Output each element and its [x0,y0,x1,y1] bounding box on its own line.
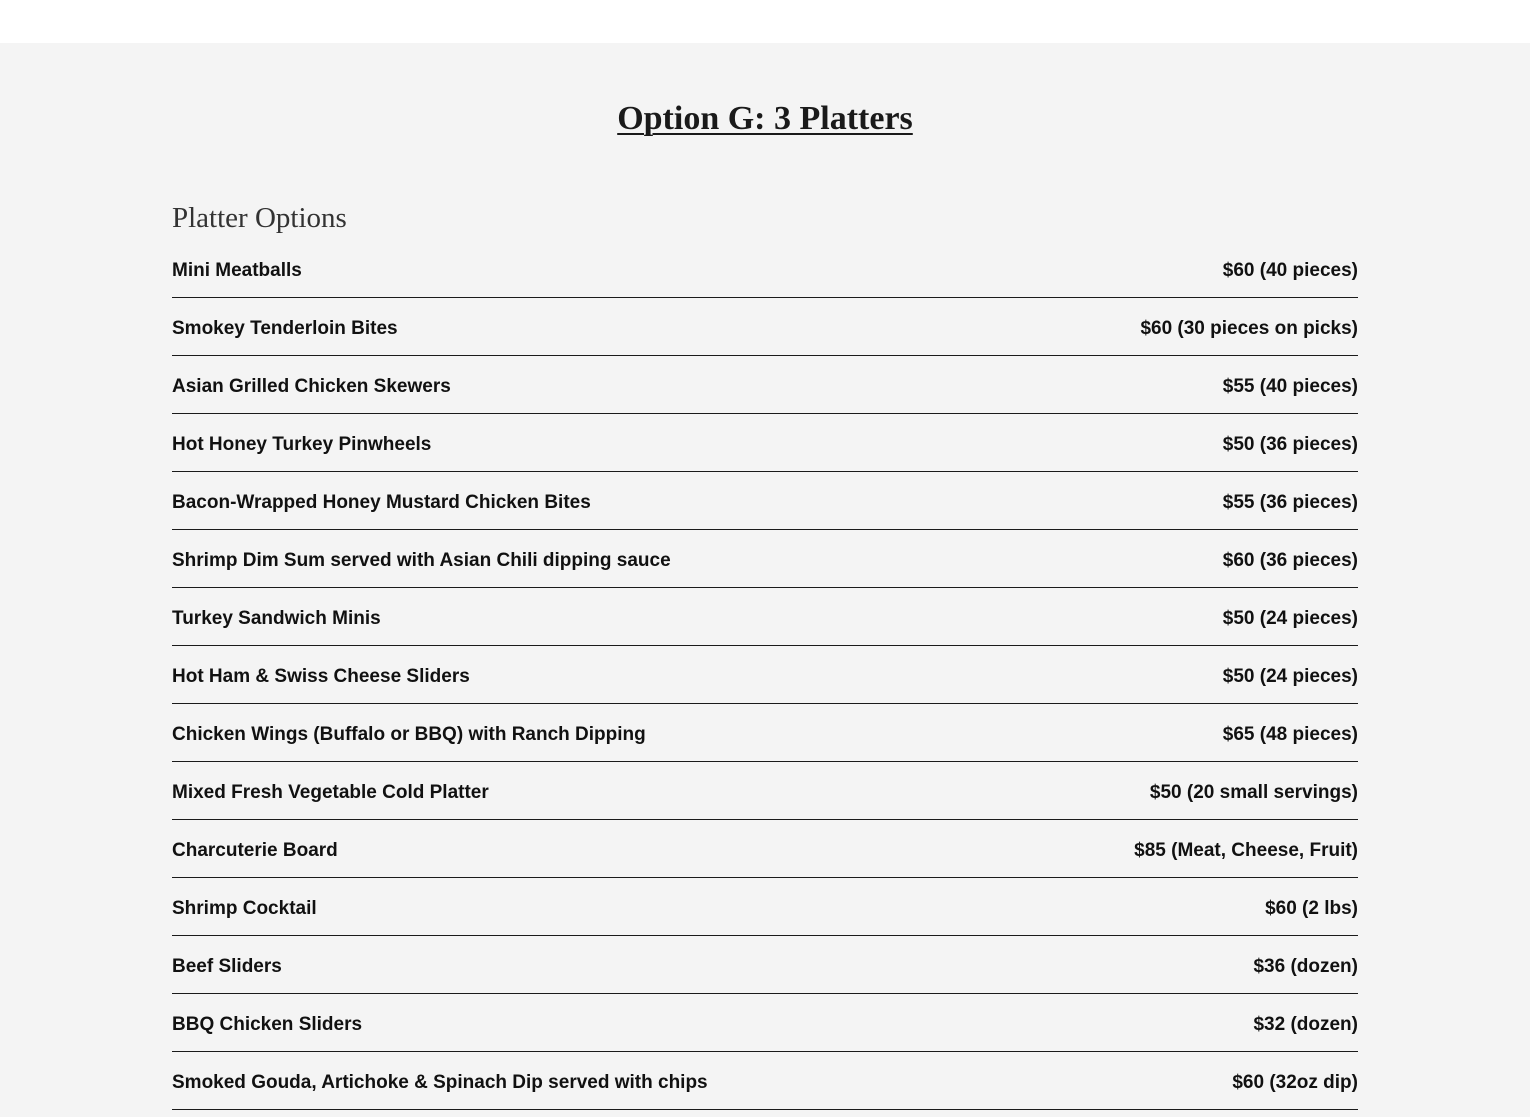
menu-item [172,878,1358,936]
menu-item-price: $60 (32oz dip) [1232,1072,1358,1093]
menu-item [172,646,1358,704]
top-header-strip [0,0,1530,43]
menu-item-name: Turkey Sandwich Minis [172,608,381,629]
menu-item-price: $60 (2 lbs) [1265,898,1358,919]
menu-item-price: $55 (40 pieces) [1222,376,1358,397]
menu-item-price: $60 (40 pieces) [1222,260,1358,281]
menu-item-price: $60 (30 pieces on picks) [1140,318,1358,339]
menu-item-price: $65 (48 pieces) [1222,724,1358,745]
menu-item-price: $85 (Meat, Cheese, Fruit) [1134,840,1358,861]
menu-item [172,994,1358,1052]
menu-item [172,704,1358,762]
menu-item-name: Mini Meatballs [172,260,302,281]
menu-item-name: Shrimp Cocktail [172,898,317,919]
menu-item-name: Bacon-Wrapped Honey Mustard Chicken Bites [172,492,591,513]
menu-item-name: Chicken Wings (Buffalo or BBQ) with Ranch Dipping [172,724,646,745]
menu-item-price: $50 (24 pieces) [1222,608,1358,629]
platter-menu-list [172,240,1358,1110]
menu-item-price: $50 (36 pieces) [1222,434,1358,455]
menu-item-name: Charcuterie Board [172,840,338,861]
menu-item [172,820,1358,878]
menu-item-name: Smokey Tenderloin Bites [172,318,398,339]
menu-item-price: $32 (dozen) [1253,1014,1358,1035]
menu-item [172,762,1358,820]
menu-item [172,936,1358,994]
menu-item [172,414,1358,472]
menu-item-price: $50 (24 pieces) [1222,666,1358,687]
menu-item-price: $60 (36 pieces) [1222,550,1358,571]
menu-item [172,530,1358,588]
menu-item-price: $36 (dozen) [1253,956,1358,977]
menu-item [172,1052,1358,1110]
menu-item-name: Hot Honey Turkey Pinwheels [172,434,432,455]
menu-item [172,240,1358,298]
menu-item-name: Mixed Fresh Vegetable Cold Platter [172,782,489,803]
menu-item-name: Shrimp Dim Sum served with Asian Chili dipping sauce [172,550,671,571]
menu-item [172,588,1358,646]
menu-item [172,472,1358,530]
menu-item [172,298,1358,356]
menu-item-price: $50 (20 small servings) [1149,782,1358,803]
menu-item-name: Smoked Gouda, Artichoke & Spinach Dip served with chips [172,1072,708,1093]
menu-item-price: $55 (36 pieces) [1222,492,1358,513]
platter-options-heading: Platter Options [172,202,347,234]
menu-item-name: Asian Grilled Chicken Skewers [172,376,451,397]
section-title-text: Option G: 3 Platters [617,100,913,138]
menu-item [172,356,1358,414]
menu-item-name: BBQ Chicken Sliders [172,1014,363,1035]
menu-item-name: Beef Sliders [172,956,282,977]
section-title [0,99,1530,139]
menu-item-name: Hot Ham & Swiss Cheese Sliders [172,666,470,687]
